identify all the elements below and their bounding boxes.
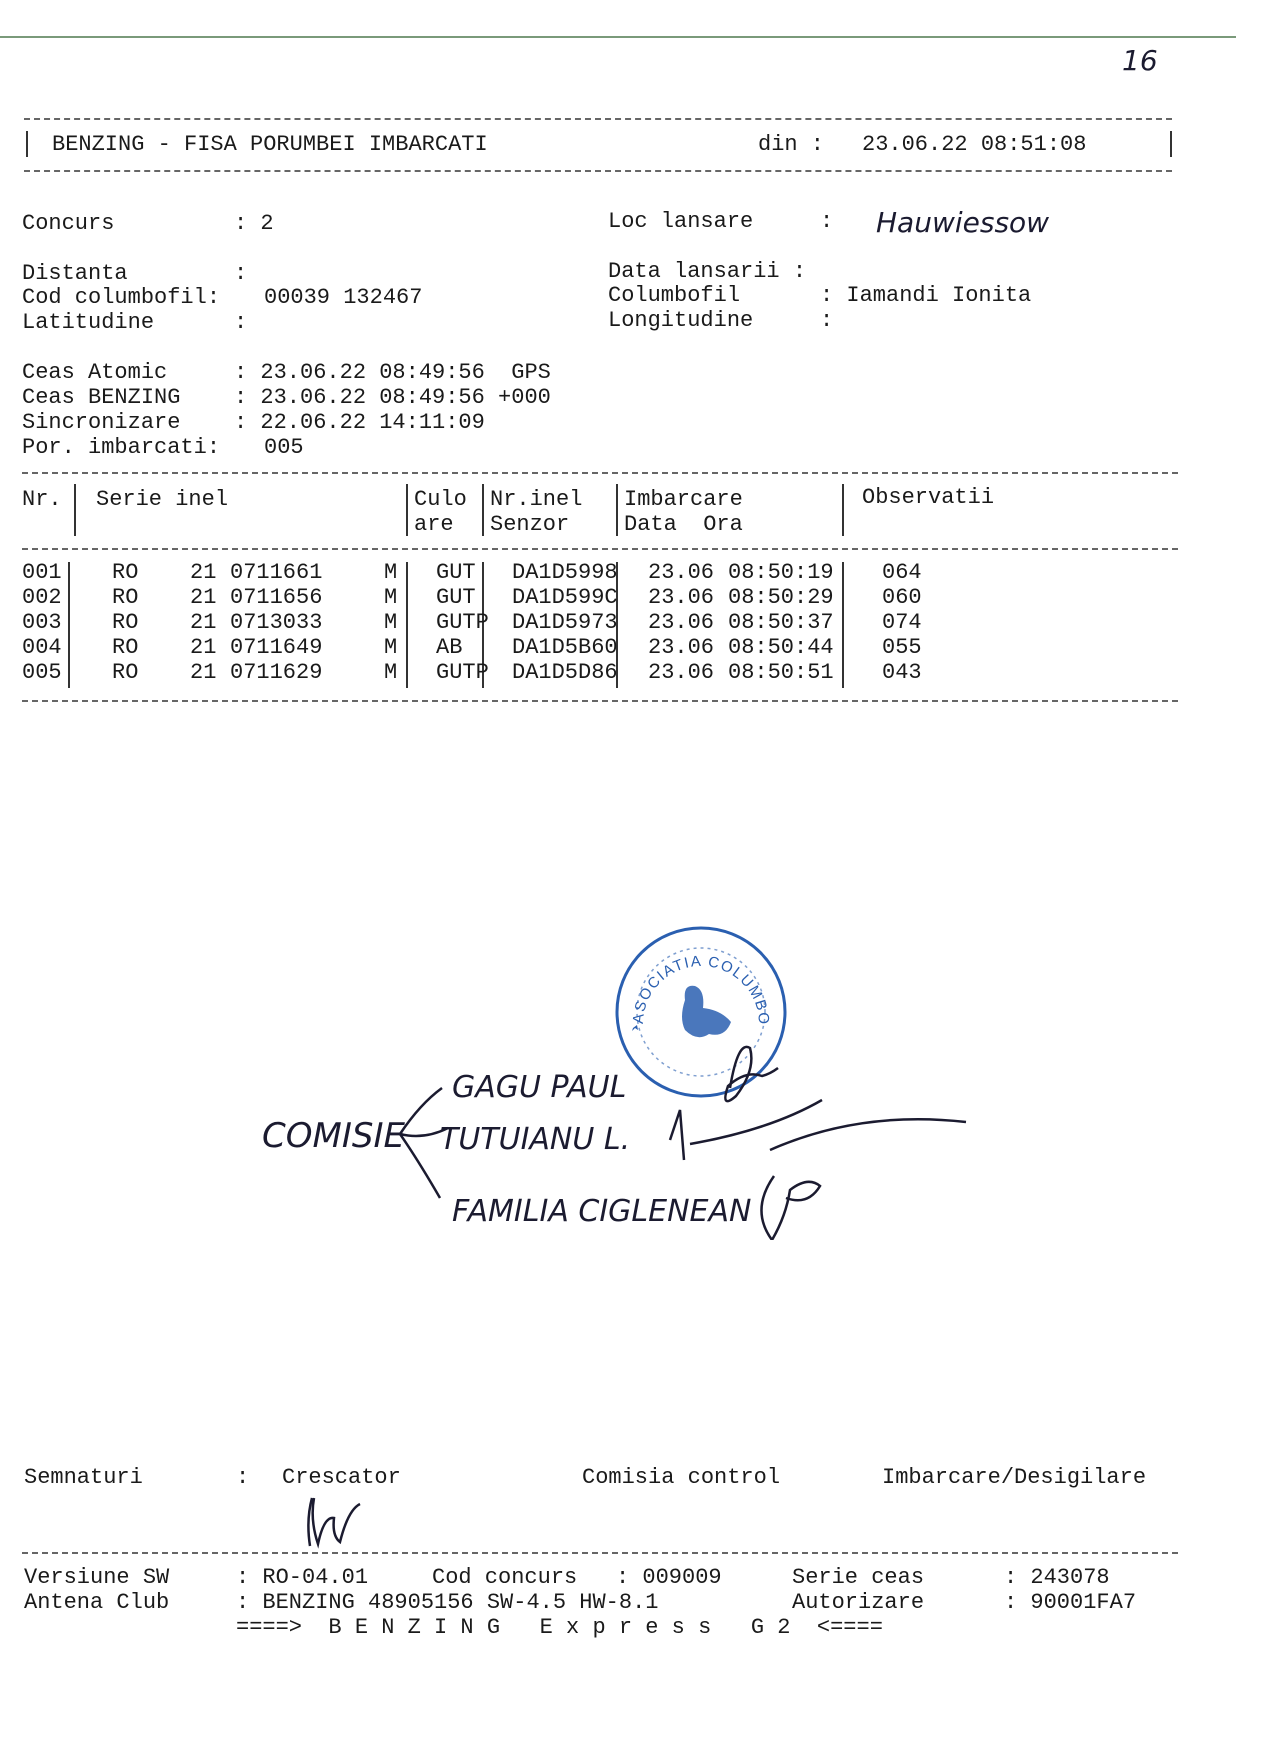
cell-date: 23.06 (648, 585, 715, 610)
cell-ring: 0711649 (230, 635, 323, 660)
cell-date: 23.06 (648, 660, 715, 685)
cell-obs: 060 (882, 585, 922, 610)
longitudine-sep: : (820, 308, 834, 333)
document-title: BENZING - FISA PORUMBEI IMBARCATI (52, 132, 488, 157)
brace-icon (390, 1080, 450, 1210)
cell-time: 08:50:19 (728, 560, 834, 585)
cell-ring: 0711661 (230, 560, 323, 585)
table-row (22, 585, 922, 610)
distanta-sep: : (234, 261, 248, 286)
cell-color: GUT (436, 585, 476, 610)
cell-date: 23.06 (648, 560, 715, 585)
latitudine-sep: : (234, 310, 248, 335)
cell-sensor: DA1D599C (512, 585, 618, 610)
table-row (22, 560, 922, 585)
cell-year: 21 (190, 635, 217, 660)
semnaturi-label: Semnaturi (24, 1465, 143, 1490)
versiune-value: : RO-04.01 (236, 1565, 369, 1590)
sincronizare-label: Sincronizare (22, 410, 181, 435)
cell-nr: 001 (22, 560, 62, 585)
cell-obs: 055 (882, 635, 922, 660)
cell-sensor: DA1D5B60 (512, 635, 618, 660)
col-header-observatii: Observatii (862, 485, 995, 510)
din-value: 23.06.22 08:51:08 (862, 132, 1087, 157)
serie-ceas-value: : 243078 (1004, 1565, 1110, 1590)
cell-sex: M (384, 610, 398, 635)
loc-lansare-label: Loc lansare (608, 209, 754, 234)
signature-strokes-icon (650, 1010, 990, 1240)
cell-color: GUT (436, 560, 476, 585)
antena-label: Antena Club (24, 1590, 170, 1615)
cell-time: 08:50:37 (728, 610, 834, 635)
commission-member-1: GAGU PAUL (452, 1070, 627, 1105)
col-header-culoare-1: Culo (414, 487, 467, 512)
cell-sex: M (384, 560, 398, 585)
cell-color: AB (436, 635, 463, 660)
benzing-banner: ====> B E N Z I N G E x p r e s s G 2 <==== (236, 1615, 883, 1640)
cell-obs: 043 (882, 660, 922, 685)
cell-ring: 0711656 (230, 585, 323, 610)
cell-sensor: DA1D5998 (512, 560, 618, 585)
col-header-nrinel-1: Nr.inel (490, 487, 583, 512)
cod-concurs-value: : 009009 (616, 1565, 722, 1590)
cell-country: RO (112, 635, 139, 660)
longitudine-label: Longitudine (608, 308, 754, 333)
cell-sex: M (384, 635, 398, 660)
col-header-culoare-2: are (414, 512, 454, 537)
cell-sensor: DA1D5D86 (512, 660, 618, 685)
col-header-imbarcare-2: Data Ora (624, 512, 743, 537)
col-header-imbarcare-1: Imbarcare (624, 487, 743, 512)
imbarcare-desigilare-label: Imbarcare/Desigilare (882, 1465, 1147, 1490)
cell-time: 08:50:29 (728, 585, 834, 610)
cell-obs: 074 (882, 610, 922, 635)
commission-member-2: TUTUIANU L. (440, 1122, 631, 1157)
cell-nr: 002 (22, 585, 62, 610)
cod-concurs-label: Cod concurs (432, 1565, 578, 1590)
distanta-label: Distanta (22, 261, 128, 286)
comisia-control-label: Comisia control (582, 1465, 781, 1490)
por-imbarcati-label: Por. imbarcati: (22, 435, 221, 460)
cell-year: 21 (190, 585, 217, 610)
top-rule (0, 36, 1236, 38)
loc-lansare-handwritten: Hauwiessow (876, 206, 1050, 239)
cell-date: 23.06 (648, 635, 715, 660)
cell-country: RO (112, 660, 139, 685)
sincronizare-value: : 22.06.22 14:11:09 (234, 410, 485, 435)
cell-obs: 064 (882, 560, 922, 585)
cell-nr: 005 (22, 660, 62, 685)
versiune-label: Versiune SW (24, 1565, 170, 1590)
cell-date: 23.06 (648, 610, 715, 635)
semnaturi-sep: : (236, 1465, 250, 1490)
col-header-nrinel-2: Senzor (490, 512, 570, 537)
ceas-atomic-value: : 23.06.22 08:49:56 GPS (234, 360, 551, 385)
cell-time: 08:50:51 (728, 660, 834, 685)
cell-year: 21 (190, 560, 217, 585)
cell-sex: M (384, 585, 398, 610)
cell-country: RO (112, 560, 139, 585)
cod-columbofil-label: Cod columbofil: (22, 285, 221, 310)
ceas-benzing-value: : 23.06.22 08:49:56 +000 (234, 385, 551, 410)
ceas-atomic-label: Ceas Atomic (22, 360, 168, 385)
page-number: 16 (1122, 44, 1158, 77)
cell-color: GUTP (436, 610, 489, 635)
cell-sex: M (384, 660, 398, 685)
col-header-serie: Serie inel (96, 487, 229, 512)
columbofil-label: Columbofil (608, 283, 741, 308)
cod-columbofil-value: 00039 132467 (264, 285, 423, 310)
concurs-label: Concurs (22, 211, 115, 236)
cell-year: 21 (190, 660, 217, 685)
loc-lansare-sep: : (820, 209, 834, 234)
cell-sensor: DA1D5973 (512, 610, 618, 635)
columbofil-value: : Iamandi Ionita (820, 283, 1032, 308)
data-lansarii-label: Data lansarii : (608, 259, 807, 284)
cell-year: 21 (190, 610, 217, 635)
cell-time: 08:50:44 (728, 635, 834, 660)
cell-nr: 003 (22, 610, 62, 635)
ceas-benzing-label: Ceas BENZING (22, 385, 181, 410)
autorizare-label: Autorizare (792, 1590, 925, 1615)
table-row (22, 635, 922, 660)
por-imbarcati-value: 005 (264, 435, 304, 460)
cell-ring: 0713033 (230, 610, 323, 635)
antena-value: : BENZING 48905156 SW-4.5 HW-8.1 (236, 1590, 659, 1615)
commission-label: COMISIE (262, 1116, 405, 1156)
svg-text:ASOCIATIA COLUMBOFILA: ASOCIATIA COLUMBO (629, 952, 773, 1027)
din-label: din : (758, 132, 825, 157)
col-header-nr: Nr. (22, 487, 62, 512)
cell-ring: 0711629 (230, 660, 323, 685)
cell-country: RO (112, 610, 139, 635)
table-row (22, 610, 922, 635)
cell-nr: 004 (22, 635, 62, 660)
pigeon-rows (22, 560, 922, 685)
table-row (22, 660, 922, 685)
crescator-signature-icon (300, 1490, 380, 1550)
cell-country: RO (112, 585, 139, 610)
serie-ceas-label: Serie ceas (792, 1565, 925, 1590)
cell-color: GUTP (436, 660, 489, 685)
crescator-label: Crescator (282, 1465, 401, 1490)
autorizare-value: : 90001FA7 (1004, 1590, 1137, 1615)
concurs-value: : 2 (234, 211, 274, 236)
commission-member-3: FAMILIA CIGLENEAN (452, 1194, 752, 1229)
latitudine-label: Latitudine (22, 310, 155, 335)
